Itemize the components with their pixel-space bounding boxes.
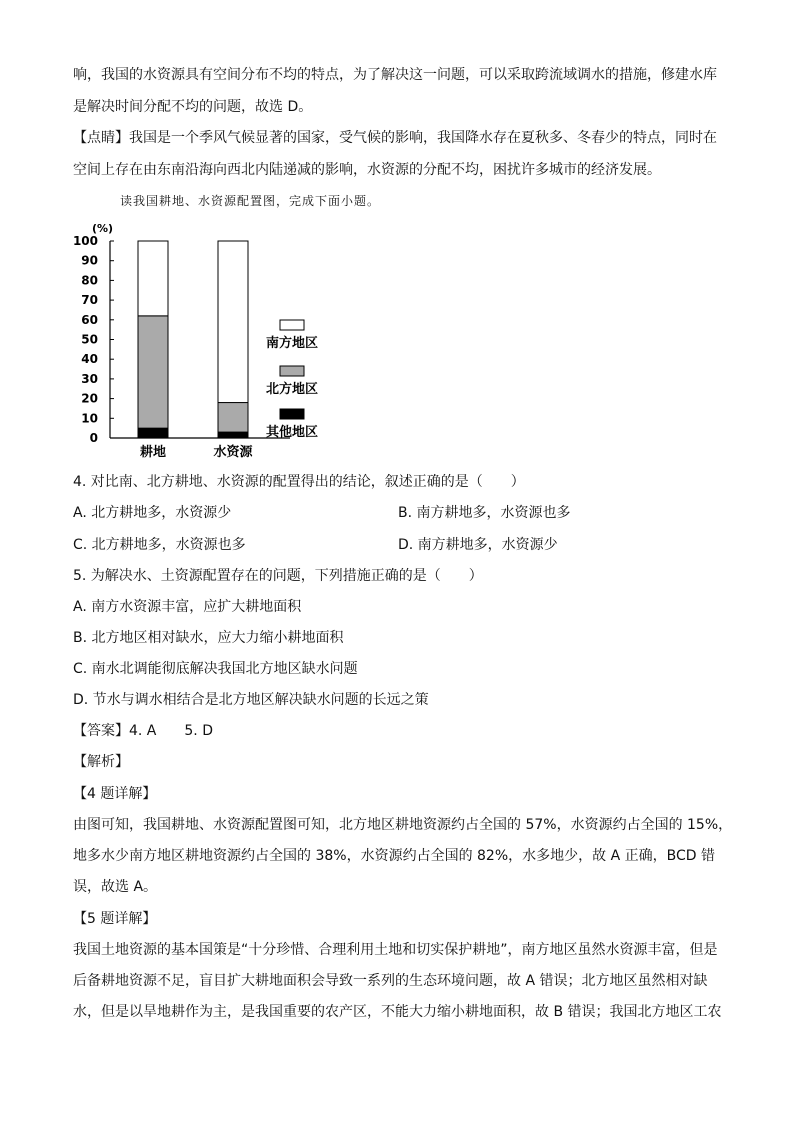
q4-option-b[interactable]: B. 南方耕地多，水资源也多 [398, 505, 571, 521]
bar-segment [138, 241, 168, 316]
detail-4-text: 误，故选 A。 [73, 879, 158, 895]
y-tick-label: 80 [81, 273, 98, 288]
text-line: 是解决时间分配不均的问题，故选 D。 [73, 99, 313, 115]
x-category-label: 水资源 [213, 445, 253, 460]
detail-4-text: 由图可知，我国耕地、水资源配置图可知，北方地区耕地资源约占全国的 57%，水资源约占全国的 15%， [73, 817, 733, 833]
legend-swatch [280, 409, 304, 419]
analysis-label: 【解析】 [73, 754, 129, 770]
answer-4: 4. A [129, 723, 157, 739]
legend-label: 北方地区 [265, 382, 319, 397]
stacked-bar-chart [70, 215, 370, 465]
q4-option-a[interactable]: A. 北方耕地多，水资源少 [73, 505, 232, 521]
answer-line [73, 721, 213, 741]
question-5-stem: 5. 为解决水、土资源配置存在的问题，下列措施正确的是（ ） [73, 568, 483, 584]
y-tick-label: 50 [81, 332, 98, 347]
text-line: 【点睛】我国是一个季风气候显著的国家，受气候的影响，我国降水存在夏秋多、冬春少的特点，同时在 [73, 130, 717, 146]
y-tick-label: 0 [89, 431, 98, 445]
text-line: 空间上存在由东南沿海向西北内陆递减的影响，水资源的分配不均，困扰许多城市的经济发展。 [73, 162, 661, 178]
detail-4-text: 地多水少南方地区耕地资源约占全国的 38%，水资源约占全国的 82%，水多地少，故 A 正确，BCD 错 [73, 848, 715, 864]
figure-caption: 读我国耕地、水资源配置图，完成下面小题。 [120, 194, 381, 208]
q4-option-c[interactable]: C. 北方耕地多，水资源也多 [73, 537, 246, 553]
detail-4-label: 【4 题详解】 [73, 786, 157, 802]
legend-label: 其他地区 [265, 425, 319, 440]
legend-swatch [280, 320, 304, 330]
bar-segment [218, 403, 248, 433]
bar-segment [218, 241, 248, 403]
detail-5-text: 我国土地资源的基本国策是“十分珍惜、合理利用土地和切实保护耕地”，南方地区虽然水资源丰富，但是 [73, 942, 718, 958]
q5-option-b[interactable]: B. 北方地区相对缺水，应大力缩小耕地面积 [73, 630, 344, 646]
answer-5: 5. D [184, 723, 213, 739]
answer-label: 【答案】 [73, 723, 129, 739]
y-tick-label: 60 [81, 312, 98, 327]
y-tick-label: 100 [72, 234, 98, 248]
q5-option-d[interactable]: D. 节水与调水相结合是北方地区解决缺水问题的长远之策 [73, 692, 429, 708]
q5-option-a[interactable]: A. 南方水资源丰富，应扩大耕地面积 [73, 599, 302, 615]
q4-option-d[interactable]: D. 南方耕地多，水资源少 [398, 537, 558, 553]
detail-5-text: 水，但是以旱地耕作为主，是我国重要的农产区，不能大力缩小耕地面积，故 B 错误；我国北方地区工农 [73, 1004, 722, 1020]
y-tick-label: 70 [81, 293, 98, 308]
y-tick-label: 10 [81, 411, 98, 426]
bar-segment [218, 432, 248, 438]
text-line: 响，我国的水资源具有空间分布不均的特点，为了解决这一问题，可以采取跨流域调水的措施，修建水库 [73, 67, 717, 83]
y-tick-label: 40 [81, 352, 98, 367]
detail-5-text: 后备耕地资源不足，盲目扩大耕地面积会导致一系列的生态环境问题，故 A 错误；北方地区虽然相对缺 [73, 973, 708, 989]
legend-label: 南方地区 [265, 336, 319, 351]
y-tick-label: 90 [81, 253, 98, 268]
bar-segment [138, 428, 168, 438]
bar-segment [138, 316, 168, 428]
y-axis-label: (%) [92, 222, 114, 235]
q5-option-c[interactable]: C. 南水北调能彻底解决我国北方地区缺水问题 [73, 661, 358, 677]
y-tick-label: 20 [81, 391, 98, 406]
legend-swatch [280, 366, 304, 376]
y-tick-label: 30 [81, 371, 98, 386]
detail-5-label: 【5 题详解】 [73, 911, 157, 927]
x-category-label: 耕地 [139, 445, 167, 460]
question-4-stem: 4. 对比南、北方耕地、水资源的配置得出的结论，叙述正确的是（ ） [73, 474, 525, 490]
